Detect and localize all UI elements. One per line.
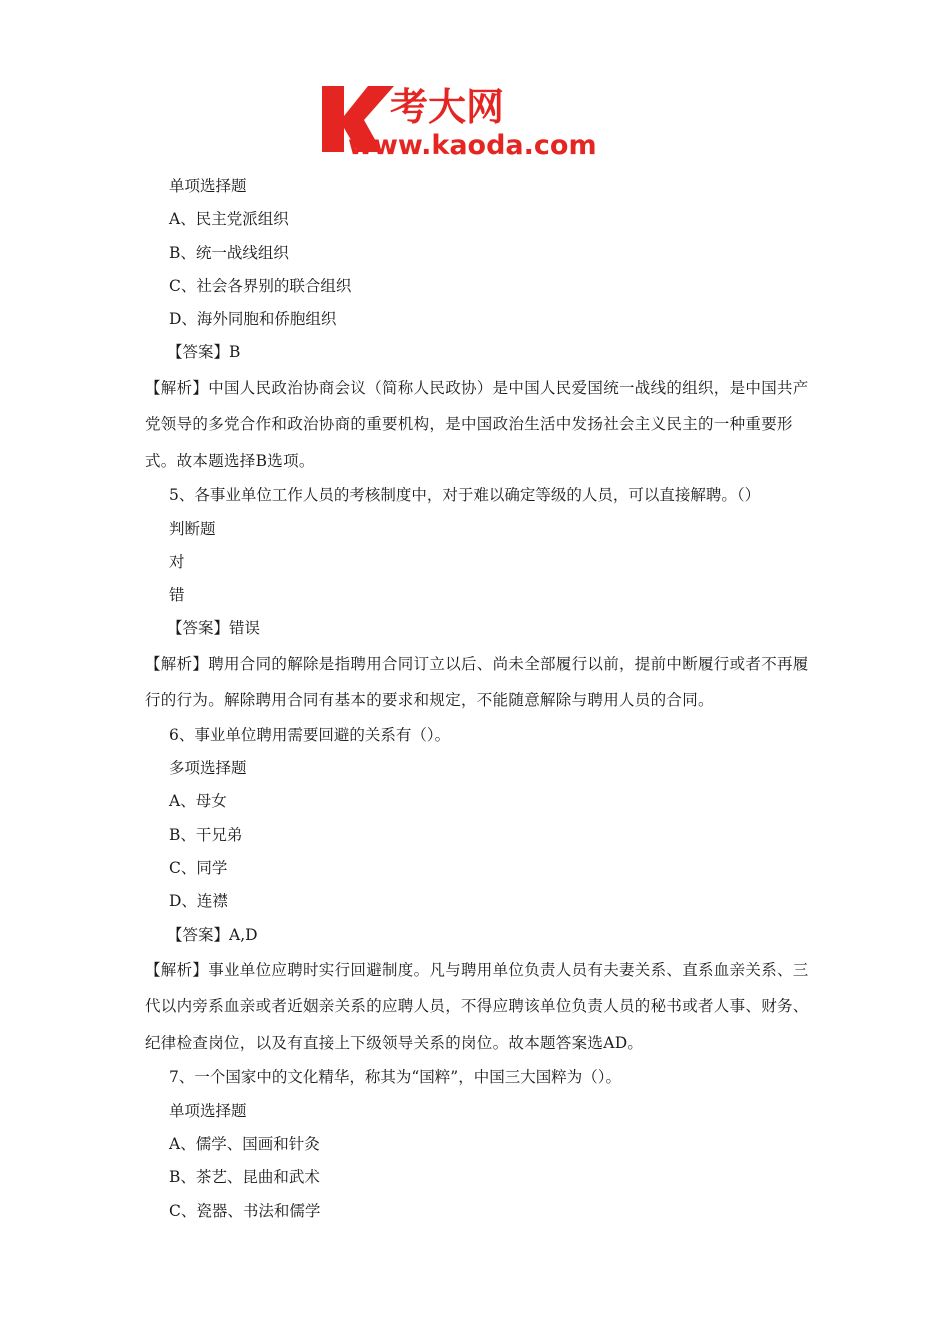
q4-analysis: 【解析】中国人民政治协商会议（简称人民政协）是中国人民爱国统一战线的组织，是中国共产党领导的多党合作和政治协商的重要机构，是中国政治生活中发扬社会主义民主的一种重要形式。故本题选择B选项。 <box>145 378 809 470</box>
q5-option-true: 对 <box>169 552 185 571</box>
document-body <box>145 170 810 1228</box>
q4-option-d: D、海外同胞和侨胞组织 <box>169 310 337 329</box>
q6-option-b: B、干兄弟 <box>169 825 243 844</box>
q4-option-a: A、民主党派组织 <box>169 210 289 229</box>
q4-option-c: C、社会各界别的联合组织 <box>169 276 352 295</box>
q6-option-d: D、连襟 <box>169 892 228 911</box>
q4-answer: 【答案】B <box>167 343 241 362</box>
q5-question: 5、各事业单位工作人员的考核制度中，对于难以确定等级的人员，可以直接解聘。（） <box>169 486 761 505</box>
q6-question: 6、事业单位聘用需要回避的关系有（）。 <box>169 725 451 744</box>
q5-analysis: 【解析】聘用合同的解除是指聘用合同订立以后、尚未全部履行以前，提前中断履行或者不再履行的行为。解除聘用合同有基本的要求和规定，不能随意解除与聘用人员的合同。 <box>145 654 809 710</box>
q6-option-a: A、母女 <box>169 792 227 811</box>
q4-option-b: B、统一战线组织 <box>169 243 289 262</box>
q7-option-a: A、儒学、国画和针灸 <box>169 1134 320 1153</box>
q4-type: 单项选择题 <box>169 177 247 195</box>
q6-type: 多项选择题 <box>169 759 247 778</box>
q6-option-c: C、同学 <box>169 858 228 877</box>
q5-type: 判断题 <box>169 519 216 538</box>
q5-option-false: 错 <box>169 586 185 605</box>
q6-answer: 【答案】A,D <box>167 925 258 944</box>
q7-question: 7、一个国家中的文化精华，称其为“国粹”，中国三大国粹为（）。 <box>169 1068 621 1087</box>
q7-option-b: B、茶艺、昆曲和武术 <box>169 1168 320 1187</box>
q5-answer: 【答案】错误 <box>167 619 261 638</box>
logo-cn-name: 考大网 <box>390 85 505 129</box>
q6-analysis: 【解析】事业单位应聘时实行回避制度。凡与聘用单位负责人员有夫妻关系、直系血亲关系、三代以内旁系血亲或者近姻亲关系的应聘人员，不得应聘该单位负责人员的秘书或者人事、财务、纪律检查岗位，以及有直接上下级领导关系的岗位。故本题答案选AD。 <box>145 960 809 1052</box>
q7-option-c: C、瓷器、书法和儒学 <box>169 1201 321 1220</box>
q7-type: 单项选择题 <box>169 1101 247 1120</box>
kaoda-logo <box>318 78 648 164</box>
logo-url: www.kaoda.com <box>348 130 597 161</box>
